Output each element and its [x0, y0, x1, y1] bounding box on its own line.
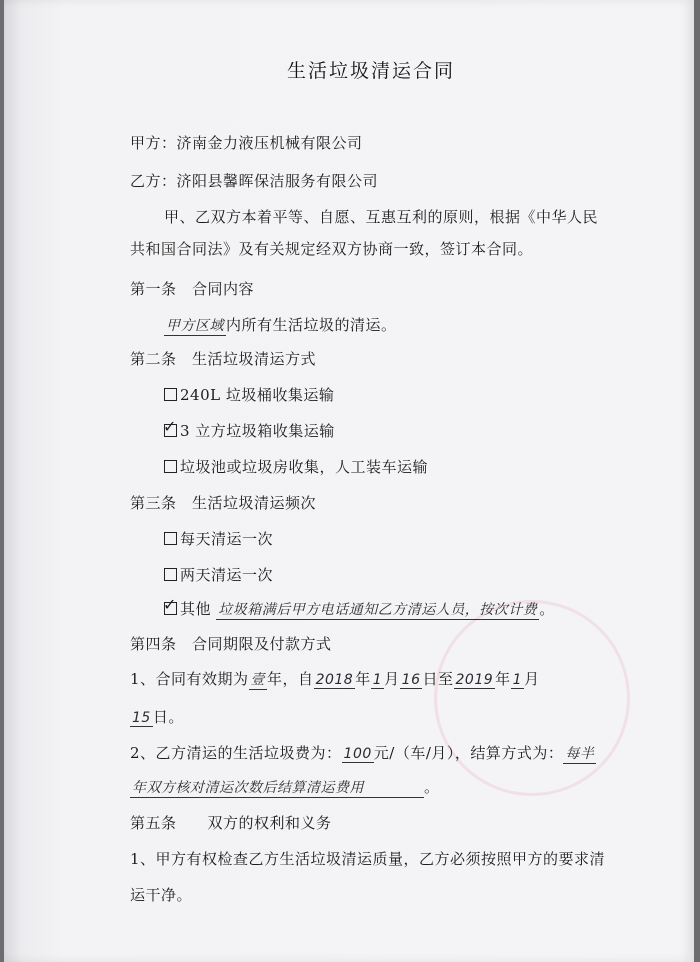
term-text-e: 日至 — [422, 670, 454, 688]
fee-line — [130, 742, 596, 764]
term-text-g: 月 — [524, 670, 540, 688]
article-2-title: 第二条 生活垃圾清运方式 — [130, 350, 317, 368]
freq-option-1 — [164, 528, 273, 549]
intro-line-2: 共和国合同法》及有关规定经双方协商一致，签订本合同。 — [130, 240, 534, 258]
end-month: 1 — [512, 672, 523, 688]
method-1-checkbox[interactable] — [164, 388, 177, 401]
intro-line-1: 甲、乙双方本着平等、自愿、互惠互利的原则，根据《中华人民 — [164, 208, 599, 226]
method-3-checkbox[interactable] — [164, 460, 177, 473]
method-option-2 — [163, 417, 335, 441]
freq-3-fill: 垃圾箱满后甲方电话通知乙方清运人员，按次计费 — [216, 599, 539, 620]
start-month: 1 — [372, 672, 383, 688]
end-year: 2019 — [455, 672, 494, 688]
settle-fill-1: 每半 — [563, 743, 596, 764]
term-text-h: 日。 — [152, 708, 184, 726]
fee-text-a: 2、乙方清运的生活垃圾费为： — [130, 744, 342, 762]
method-1-label: 240L 垃圾桶收集运输 — [180, 386, 335, 404]
freq-2-checkbox[interactable] — [164, 568, 177, 581]
method-2-checkbox[interactable] — [163, 417, 177, 437]
settle-fill-2: 年双方核对清运次数后结算清运费用 — [130, 777, 424, 798]
freq-option-2 — [164, 564, 273, 585]
check-mark-icon: ✓ — [163, 417, 177, 436]
term-years: 壹 — [249, 669, 268, 690]
end-day: 15 — [132, 710, 151, 726]
freq-1-checkbox[interactable] — [164, 532, 177, 545]
contract-page — [4, 0, 694, 962]
term-text-c: 年 — [355, 670, 371, 688]
faint-seal-mark — [434, 600, 630, 796]
party-a: 甲方：济南金力液压机械有限公司 — [130, 134, 363, 152]
article-1-scope — [164, 314, 397, 336]
freq-3-label: 其他 — [180, 600, 212, 618]
contract-title: 生活垃圾清运合同 — [287, 60, 456, 82]
method-option-1 — [164, 384, 334, 405]
freq-option-3 — [163, 595, 555, 620]
start-day: 16 — [401, 672, 421, 688]
method-3-label: 垃圾池或垃圾房收集，人工装车运输 — [180, 458, 429, 476]
method-option-3 — [164, 456, 428, 477]
check-mark-icon: ✓ — [163, 595, 177, 614]
term-line-2 — [130, 706, 184, 727]
term-line — [130, 668, 540, 690]
party-b: 乙方：济阳县馨晖保洁服务有限公司 — [130, 172, 379, 190]
article-4-title: 第四条 合同期限及付款方式 — [130, 635, 332, 653]
article-3-title: 第三条 生活垃圾清运频次 — [130, 494, 317, 512]
article-5-p1-cont: 运干净。 — [130, 886, 193, 904]
scope-fill: 甲方区域 — [164, 315, 226, 336]
term-text-b: 年，自 — [267, 670, 314, 688]
article-5-p1: 1、甲方有权检查乙方生活垃圾清运质量，乙方必须按照甲方的要求清 — [130, 850, 606, 868]
freq-1-label: 每天清运一次 — [180, 530, 274, 548]
fee-amount: 100 — [343, 746, 372, 762]
fee-text-b: 元/（车/月），结算方式为： — [373, 744, 564, 762]
fee-text-end: 。 — [424, 778, 440, 796]
freq-3-checkbox[interactable] — [163, 595, 177, 615]
scope-rest: 内所有生活垃圾的清运。 — [226, 316, 397, 334]
freq-3-end: 。 — [539, 600, 555, 618]
article-5-title: 第五条 双方的权利和义务 — [130, 814, 332, 832]
term-text-f: 年 — [495, 670, 511, 688]
fee-line-2 — [130, 776, 440, 798]
article-1-title: 第一条 合同内容 — [130, 280, 255, 298]
method-2-label: 3 立方垃圾箱收集运输 — [180, 422, 335, 440]
term-text-a: 1、合同有效期为 — [130, 670, 249, 688]
start-year: 2018 — [315, 672, 354, 688]
term-text-d: 月 — [384, 670, 400, 688]
freq-2-label: 两天清运一次 — [180, 566, 274, 584]
